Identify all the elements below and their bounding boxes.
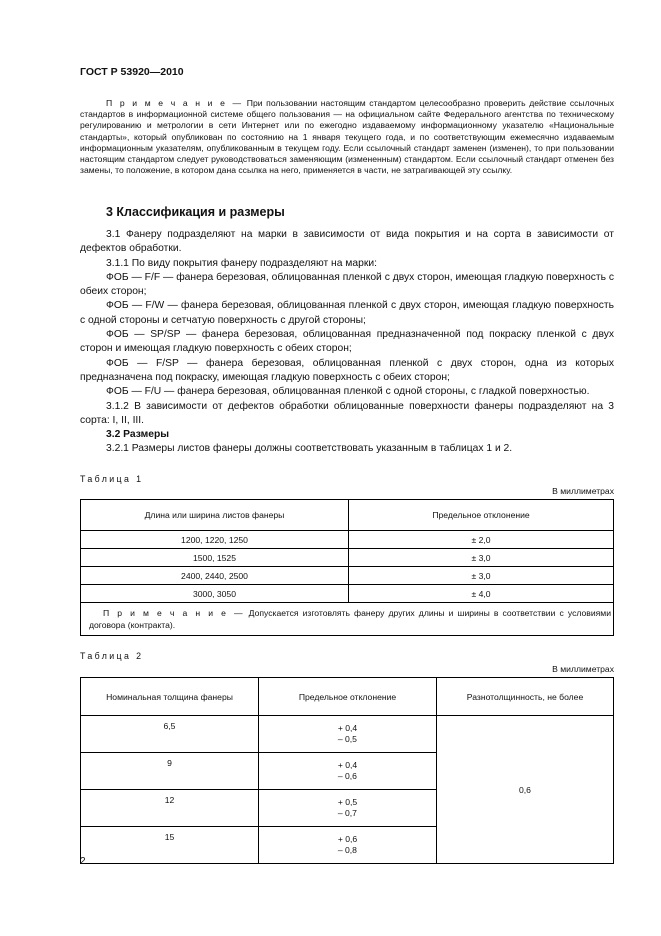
dev-plus: + 0,6	[337, 834, 358, 844]
table-row	[81, 549, 614, 567]
mark-spsp: ФОБ — SP/SP — фанера березовая, облицованная предназначенной под покраску пленкой с двух сторон и имеющая гладкую поверхность с обеих сторон;	[80, 329, 614, 355]
table2-header-thickness: Номинальная толщина фанеры	[81, 678, 259, 716]
table2-thickness: 12	[81, 790, 259, 827]
table1-cell: ± 4,0	[349, 585, 614, 603]
table-row	[81, 716, 614, 753]
table2-variation: 0,6	[437, 716, 614, 864]
reference-note	[80, 98, 614, 176]
mark-fsp: ФОБ — F/SP — фанера березовая, облицованная пленкой с двух сторон, одна из которых предназначена под покраску, имеющая гладкую поверхность с обеих сторон;	[80, 357, 614, 383]
mark-fu: ФОБ — F/U — фанера березовая, облицованная пленкой с одной стороны, с гладкой поверхностью.	[106, 386, 590, 398]
subsection-heading: 3.2 Размеры	[106, 429, 170, 441]
table2-thickness: 9	[81, 753, 259, 790]
table2-caption: Таблица 2	[80, 651, 144, 661]
table2-header-variation: Разнотолщинность, не более	[437, 678, 614, 716]
table1-cell: ± 2,0	[349, 531, 614, 549]
table-row	[81, 531, 614, 549]
table2-units: В миллиметрах	[552, 664, 614, 674]
mark-ff: ФОБ — F/F — фанера березовая, облицованная пленкой с двух сторон, имеющая гладкую поверхность с обеих сторон;	[80, 271, 614, 298]
table1-header-length: Длина или ширина листов фанеры	[81, 500, 349, 531]
section-body	[80, 228, 614, 457]
table1-header-deviation: Предельное отклонение	[349, 500, 614, 531]
table1	[80, 499, 614, 636]
table2-header-deviation: Предельное отклонение	[259, 678, 437, 716]
note-text: При пользовании настоящим стандартом целесообразно проверить действие ссылочных стандартов в информационной системе общего пользования — на официальном сайте Федерального агентства по техническому регулированию и метрологии в сети Интернет или по ежегодно издаваемому информационному указателю «Национальные стандарты», который опубликован по состоянию на 1 января текущего года, и по соответствующим ежемесячно издаваемым информационным указателям, опубликованным в текущем году. Если ссылочный стандарт заменен (изменен), то при пользовании настоящим стандартом следует руководствоваться заменяющим (измененным) стандартом. Если ссылочный стандарт отменен без замены, то положение, в котором дана ссылка на него, применяется в части, не затрагивающей эту ссылку.	[80, 98, 614, 176]
dev-minus: – 0,7	[337, 808, 357, 818]
table2-thickness: 15	[81, 827, 259, 864]
page-number: 2	[80, 856, 86, 867]
paragraph-3-1-1: 3.1.1 По виду покрытия фанеру подразделяют на марки:	[106, 257, 377, 269]
table-row	[81, 567, 614, 585]
paragraph-3-1: 3.1 Фанеру подразделяют на марки в зависимости от вида покрытия и на сорта в зависимости от дефектов обработки.	[80, 229, 614, 255]
table1-note-text: Допускается изготовлять фанеру других длины и ширины в соответствии с условиями договора (контракта).	[89, 608, 611, 630]
dev-plus: + 0,5	[337, 797, 358, 807]
mark-fw: ФОБ — F/W — фанера березовая, облицованная пленкой с двух сторон, имеющая гладкую поверхность с одной стороны и сетчатую поверхность с другой стороны;	[80, 300, 614, 326]
paragraph-3-2-1: 3.2.1 Размеры листов фанеры должны соответствовать указанным в таблицах 1 и 2.	[106, 443, 513, 455]
table1-cell: 1200, 1220, 1250	[81, 531, 349, 549]
dev-minus: – 0,6	[337, 771, 357, 781]
table1-cell: ± 3,0	[349, 567, 614, 585]
paragraph-3-1-2: 3.1.2 В зависимости от дефектов обработки облицованные поверхности фанеры подразделяют на 3 сорта: I, II, III.	[80, 400, 614, 426]
table2	[80, 677, 614, 864]
note-label: П р и м е ч а н и е —	[106, 98, 244, 108]
table1-note	[81, 603, 614, 636]
document-header: ГОСТ Р 53920—2010	[80, 66, 184, 78]
table2-thickness: 6,5	[81, 716, 259, 753]
dev-plus: + 0,4	[337, 760, 358, 770]
section-heading: 3 Классификация и размеры	[106, 205, 285, 219]
dev-minus: – 0,5	[337, 734, 357, 744]
table1-cell: ± 3,0	[349, 549, 614, 567]
table1-cell: 2400, 2440, 2500	[81, 567, 349, 585]
table-row	[81, 585, 614, 603]
dev-minus: – 0,8	[337, 845, 357, 855]
table1-note-label: П р и м е ч а н и е —	[103, 608, 245, 618]
dev-plus: + 0,4	[337, 723, 358, 733]
table1-units: В миллиметрах	[552, 486, 614, 496]
table1-cell: 3000, 3050	[81, 585, 349, 603]
table1-cell: 1500, 1525	[81, 549, 349, 567]
table1-caption: Таблица 1	[80, 474, 144, 484]
